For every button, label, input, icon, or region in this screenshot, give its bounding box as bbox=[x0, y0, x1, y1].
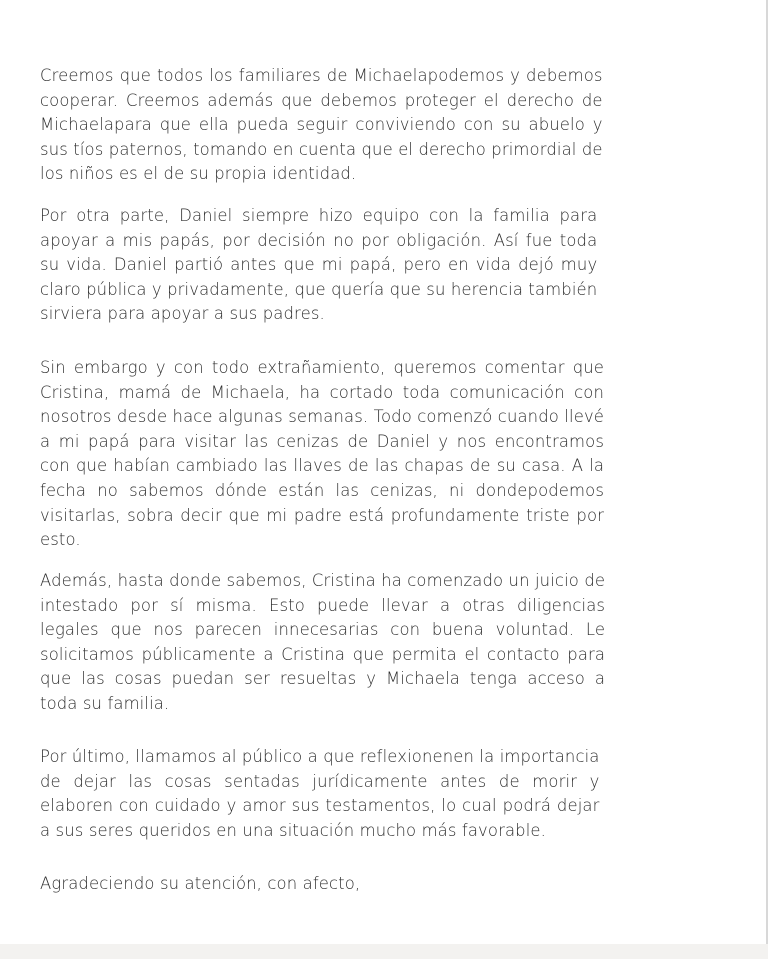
text-line: Además, hasta donde sabemos, Cristina ha comenzado un juicio de bbox=[40, 571, 606, 590]
paragraph-family-cooperation bbox=[40, 64, 603, 187]
text-line: su vida. Daniel partió antes que mi papá, pero en vida dejó muy bbox=[40, 255, 598, 275]
text-line: toda su familia. bbox=[40, 693, 170, 713]
bottom-margin-band bbox=[0, 944, 768, 959]
text-line: los niños es el de su propia identidad. bbox=[40, 164, 357, 184]
text-line: Por otra parte, Daniel siempre hizo equipo con la familia para bbox=[40, 206, 598, 225]
text-line: esto. bbox=[40, 530, 81, 550]
text-line: a sus seres queridos en una situación mucho más favorable. bbox=[40, 820, 547, 840]
text-line: Cristina, mamá de Michaela, ha cortado toda comunicación con bbox=[40, 382, 605, 402]
text-line: solicitamos públicamente a Cristina que permita el contacto para bbox=[40, 644, 606, 664]
paragraph-public-call bbox=[40, 745, 600, 843]
text-line: Michaelapara que ella pueda seguir conviviendo con su abuelo y bbox=[40, 115, 603, 135]
text-line: claro pública y privadamente, que quería que su herencia también bbox=[40, 279, 598, 299]
text-line: con que habían cambiado las llaves de las chapas de su casa. A la bbox=[40, 456, 605, 476]
text-line: de dejar las cosas sentadas jurídicamente antes de morir y bbox=[40, 771, 600, 791]
text-line: que las cosas puedan ser resueltas y Michaela tenga acceso a bbox=[40, 669, 606, 689]
text-line: Sin embargo y con todo extrañamiento, queremos comentar que bbox=[40, 358, 605, 377]
text-line: apoyar a mis papás, por decisión no por obligación. Así fue toda bbox=[40, 230, 598, 250]
paragraph-intestate-trial bbox=[40, 569, 605, 717]
text-line: nosotros desde hace algunas semanas. Todo comenzó cuando llevé bbox=[40, 407, 605, 427]
text-line: sus tíos paternos, tomando en cuenta que el derecho primordial de bbox=[40, 139, 603, 159]
text-line: Agradeciendo su atención, con afecto, bbox=[40, 874, 361, 893]
text-line: Creemos que todos los familiares de Michaelapodemos y debemos bbox=[40, 66, 603, 85]
text-line: intestado por sí misma. Esto puede llevar a otras diligencias bbox=[40, 595, 606, 615]
paragraph-cristina-communication bbox=[40, 356, 604, 553]
paragraph-daniel bbox=[40, 204, 597, 327]
text-line: fecha no sabemos dónde están las cenizas, ni dondepodemos bbox=[40, 480, 605, 500]
text-line: sirviera para apoyar a sus padres. bbox=[40, 304, 325, 324]
text-line: cooperar. Creemos además que debemos proteger el derecho de bbox=[40, 90, 603, 110]
text-line: a mi papá para visitar las cenizas de Daniel y nos encontramos bbox=[40, 431, 605, 451]
closing-line bbox=[40, 872, 360, 897]
text-line: visitarlas, sobra decir que mi padre está profundamente triste por bbox=[40, 505, 605, 525]
text-line: legales que nos parecen innecesarias con buena voluntad. Le bbox=[40, 620, 606, 640]
text-line: elaboren con cuidado y amor sus testamentos, lo cual podrá dejar bbox=[40, 796, 600, 816]
text-line: Por último, llamamos al público a que reflexionenen la importancia bbox=[40, 747, 600, 766]
